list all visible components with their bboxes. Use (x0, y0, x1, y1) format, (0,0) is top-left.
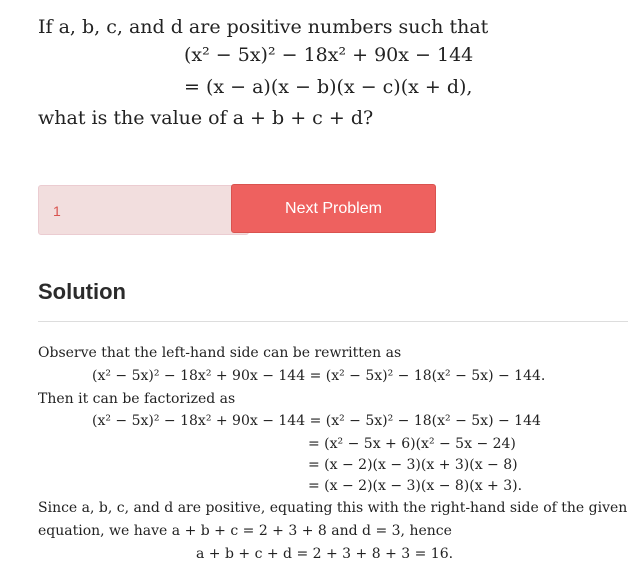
solution-equation-1: (x² − 5x)² − 18x² + 90x − 144 = (x² − 5x)² − 18(x² − 5x) − 144. (92, 368, 546, 384)
next-problem-button[interactable]: Next Problem (231, 184, 436, 233)
solution-factor-line-2: = (x² − 5x + 6)(x² − 5x − 24) (308, 436, 516, 452)
solution-text-2: Then it can be factorized as (38, 391, 236, 407)
problem-equation-line1: (x² − 5x)² − 18x² + 90x − 144 (184, 44, 474, 66)
solution-text-4: equation, we have a + b + c = 2 + 3 + 8 and d = 3, hence (38, 523, 452, 539)
solution-heading: Solution (38, 279, 126, 304)
problem-equation-line2: = (x − a)(x − b)(x − c)(x + d), (184, 76, 473, 98)
divider (38, 321, 628, 322)
answer-input-value: 1 (53, 203, 61, 219)
solution-factor-line-1: (x² − 5x)² − 18x² + 90x − 144 = (x² − 5x)² − 18(x² − 5x) − 144 (92, 413, 541, 429)
problem-intro: If a, b, c, and d are positive numbers such that (38, 16, 489, 38)
solution-text-3: Since a, b, c, and d are positive, equating this with the right-hand side of the given (38, 500, 628, 516)
problem-question: what is the value of a + b + c + d? (38, 107, 374, 129)
solution-factor-line-3: = (x − 2)(x − 3)(x + 3)(x − 8) (308, 457, 518, 473)
solution-factor-line-4: = (x − 2)(x − 3)(x − 8)(x + 3). (308, 478, 523, 494)
solution-text-1: Observe that the left-hand side can be rewritten as (38, 345, 402, 361)
answer-input[interactable] (38, 185, 249, 235)
solution-final-equation: a + b + c + d = 2 + 3 + 8 + 3 = 16. (196, 546, 454, 562)
